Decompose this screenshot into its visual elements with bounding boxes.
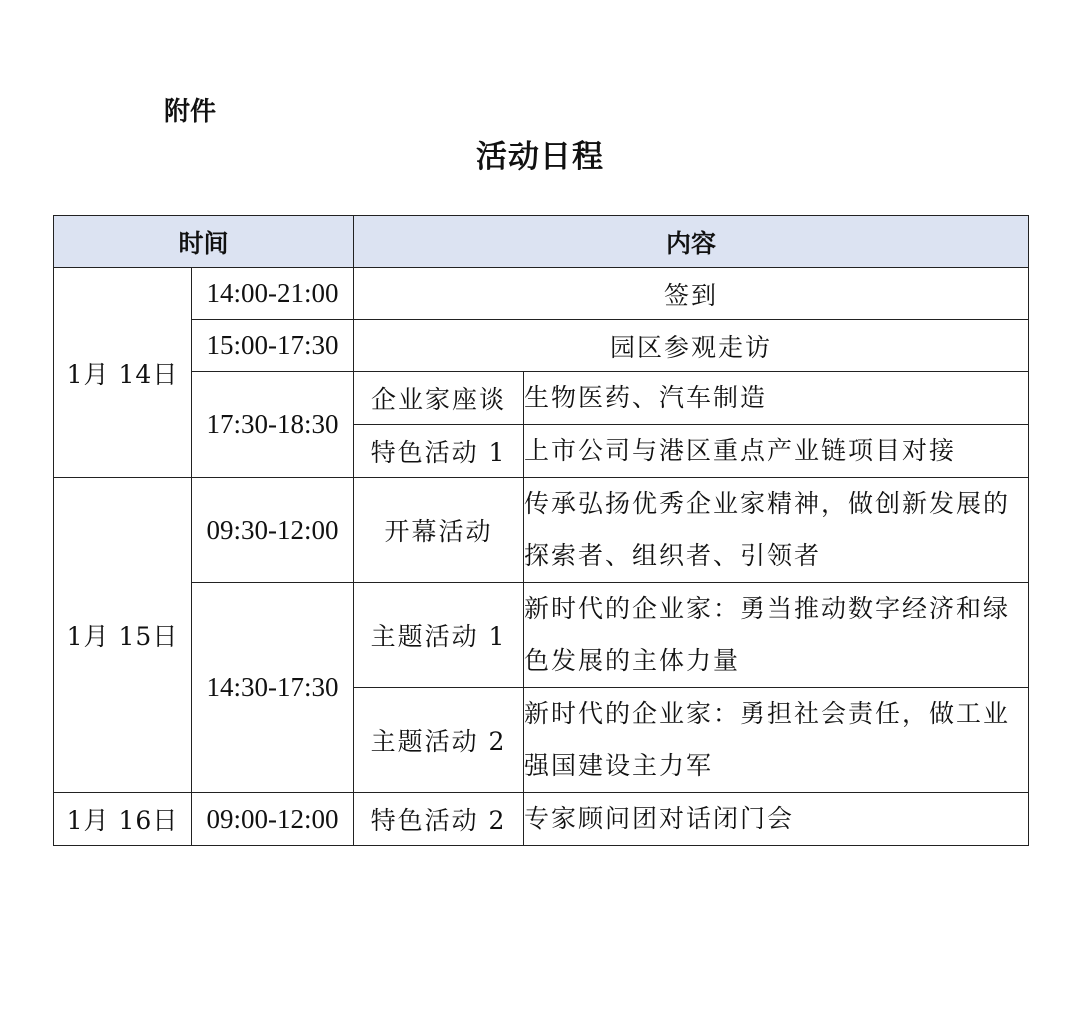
table-row — [54, 320, 1029, 372]
attachment-label: 附件 — [164, 97, 217, 127]
time-cell: 09:00-12:00 — [192, 793, 354, 846]
date-cell: 1月 15日 — [54, 478, 192, 793]
date-cell: 1月 14日 — [54, 268, 192, 478]
column-header-time: 时间 — [54, 216, 354, 268]
content-cell: 园区参观走访 — [354, 320, 1029, 372]
table-row — [54, 372, 1029, 425]
date-cell: 1月 16日 — [54, 793, 192, 846]
time-cell: 17:30-18:30 — [192, 372, 354, 478]
column-header-content: 内容 — [354, 216, 1029, 268]
time-cell: 14:30-17:30 — [192, 583, 354, 793]
activity-cell: 主题活动 2 — [354, 688, 524, 793]
detail-cell: 生物医药、汽车制造 — [524, 372, 1029, 425]
detail-cell: 新时代的企业家：勇当推动数字经济和绿色发展的主体力量 — [524, 583, 1029, 688]
detail-cell: 专家顾问团对话闭门会 — [524, 793, 1029, 846]
detail-cell: 传承弘扬优秀企业家精神，做创新发展的探索者、组织者、引领者 — [524, 478, 1029, 583]
detail-cell: 新时代的企业家：勇担社会责任，做工业强国建设主力军 — [524, 688, 1029, 793]
table-row — [54, 478, 1029, 583]
table-row — [54, 793, 1029, 846]
table-header-row — [54, 216, 1029, 268]
activity-cell: 主题活动 1 — [354, 583, 524, 688]
activity-cell: 开幕活动 — [354, 478, 524, 583]
time-cell: 15:00-17:30 — [192, 320, 354, 372]
activity-cell: 特色活动 2 — [354, 793, 524, 846]
time-cell: 09:30-12:00 — [192, 478, 354, 583]
table-row — [54, 583, 1029, 688]
time-cell: 14:00-21:00 — [192, 268, 354, 320]
detail-cell: 上市公司与港区重点产业链项目对接 — [524, 425, 1029, 478]
page-title: 活动日程 — [476, 139, 604, 175]
content-cell: 签到 — [354, 268, 1029, 320]
schedule-table — [53, 215, 1029, 846]
activity-cell: 企业家座谈 — [354, 372, 524, 425]
table-row — [54, 268, 1029, 320]
activity-cell: 特色活动 1 — [354, 425, 524, 478]
